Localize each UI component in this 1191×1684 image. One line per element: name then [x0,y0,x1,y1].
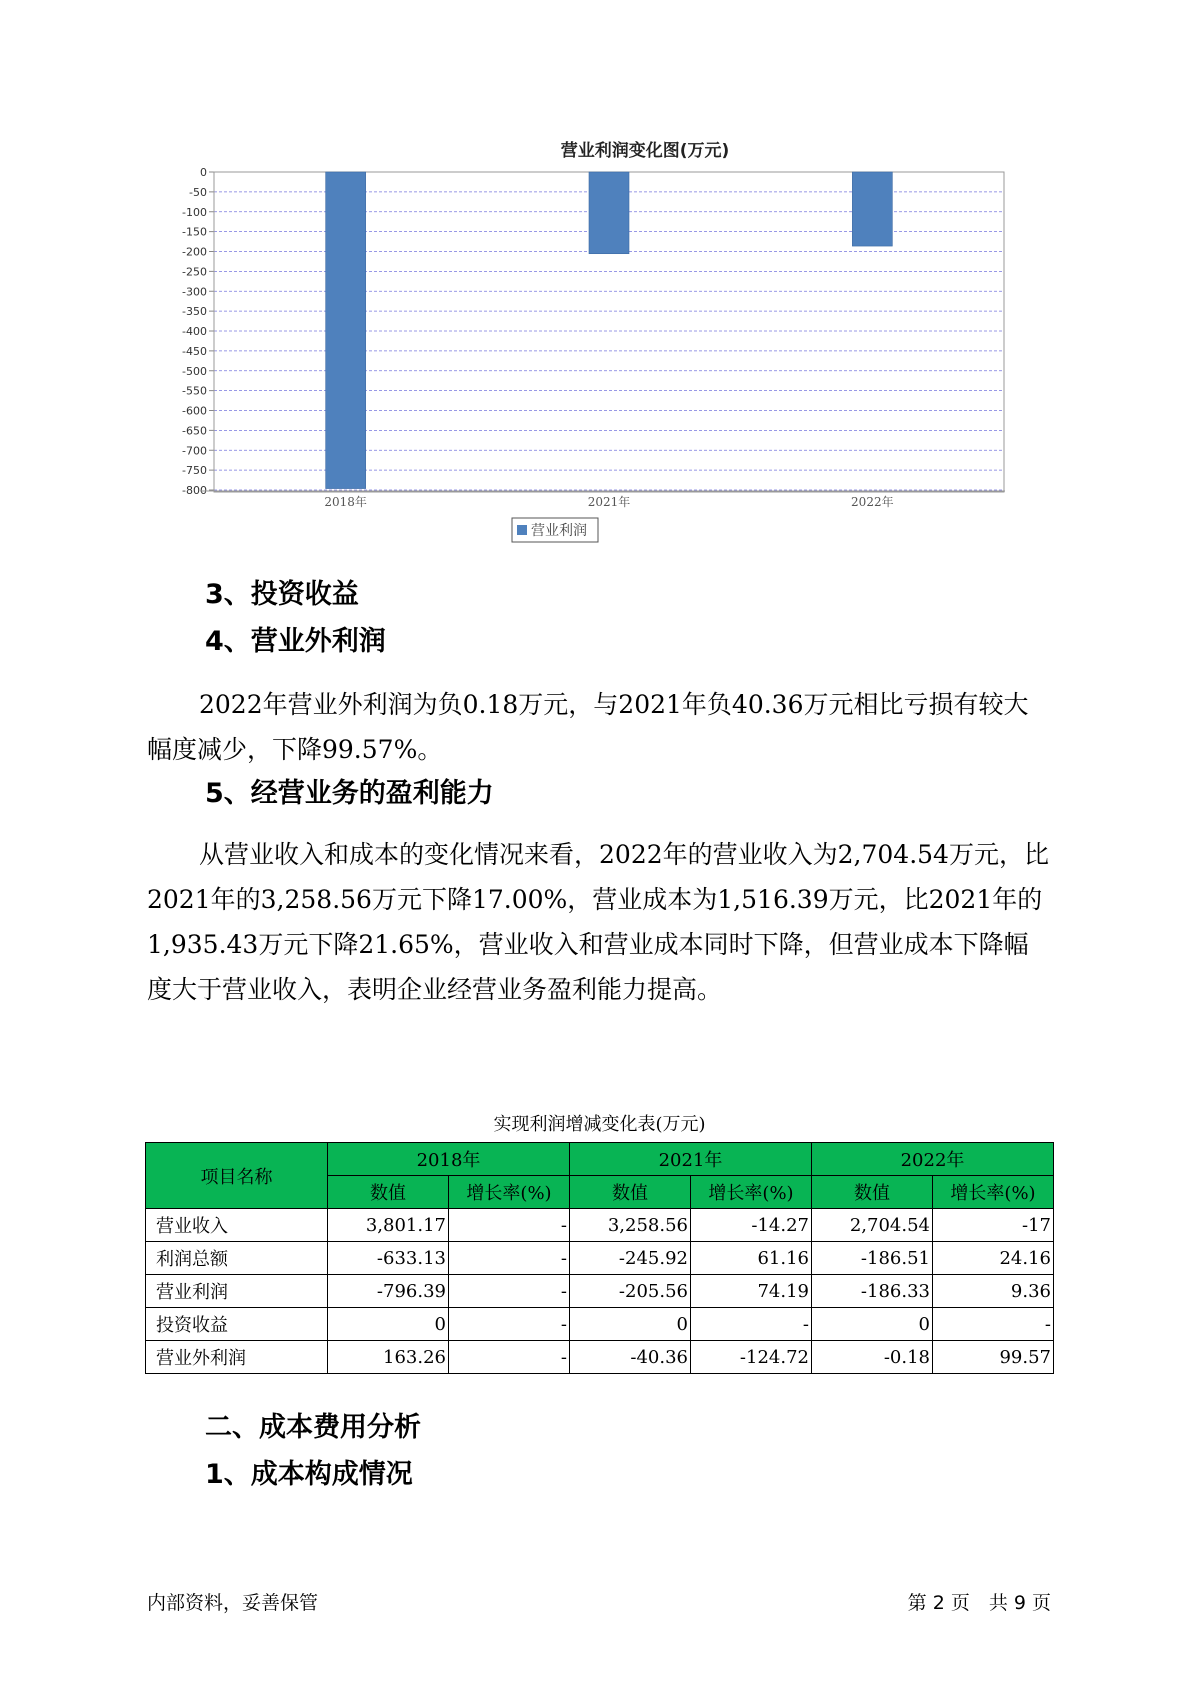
x-tick-label: 2018年 [324,495,367,509]
y-tick-label: -700 [182,444,207,458]
cell: -17 [933,1209,1054,1242]
cell: 2,704.54 [812,1209,933,1242]
cell: -186.33 [812,1275,933,1308]
cell: 9.36 [933,1275,1054,1308]
heading-investment-income: 3、投资收益 [205,579,359,610]
cell: 3,258.56 [570,1209,691,1242]
row-name: 营业收入 [146,1209,328,1242]
cell: 74.19 [691,1275,812,1308]
cell: 0 [812,1308,933,1341]
cell: -0.18 [812,1341,933,1374]
table-row [146,1209,1054,1242]
cell: 3,801.17 [328,1209,449,1242]
footer-confidential: 内部资料，妥善保管 [147,1592,319,1614]
chart-legend [512,518,598,542]
y-tick-label: -300 [182,285,207,299]
y-tick-label: -600 [182,404,207,418]
table-caption: 实现利润增减变化表(万元) [493,1114,706,1135]
cell: 0 [570,1308,691,1341]
operating-profit-chart [150,140,1030,600]
cell: - [449,1275,570,1308]
header-value: 数值 [328,1176,449,1209]
table-row [146,1341,1054,1374]
y-tick-label: -650 [182,424,207,438]
cell: 99.57 [933,1341,1054,1374]
paragraph-profitability [147,832,1052,1012]
header-value: 数值 [570,1176,691,1209]
cell: - [449,1242,570,1275]
cell: 24.16 [933,1242,1054,1275]
y-tick-label: -500 [182,364,207,378]
cell: - [933,1308,1054,1341]
y-tick-label: -100 [182,205,207,219]
y-tick-label: -450 [182,344,207,358]
table-row [146,1275,1054,1308]
cell: -796.39 [328,1275,449,1308]
cell: -186.51 [812,1242,933,1275]
y-tick-label: -350 [182,305,207,319]
x-tick-label: 2022年 [851,495,894,509]
cell: - [691,1308,812,1341]
cell: - [449,1341,570,1374]
footer-page-number: 第 2 页 共 9 页 [907,1592,1051,1614]
heading-profitability: 5、经营业务的盈利能力 [205,778,494,809]
cell: -14.27 [691,1209,812,1242]
header-growth: 增长率(%) [691,1176,812,1209]
y-tick-label: -550 [182,384,207,398]
cell: 163.26 [328,1341,449,1374]
cell: -40.36 [570,1341,691,1374]
cell: -205.56 [570,1275,691,1308]
cell: - [449,1308,570,1341]
chart-title: 营业利润变化图(万元) [560,141,730,161]
header-year: 2021年 [570,1143,812,1176]
row-name: 投资收益 [146,1308,328,1341]
cell: - [449,1209,570,1242]
table-row [146,1242,1054,1275]
bar-0 [326,172,366,489]
header-item-name: 项目名称 [146,1143,328,1209]
row-name: 营业利润 [146,1275,328,1308]
header-growth: 增长率(%) [933,1176,1054,1209]
row-name: 营业外利润 [146,1341,328,1374]
header-value: 数值 [812,1176,933,1209]
header-growth: 增长率(%) [449,1176,570,1209]
cell: 0 [328,1308,449,1341]
legend-swatch [517,525,527,535]
header-year: 2018年 [328,1143,570,1176]
cell: -633.13 [328,1242,449,1275]
paragraph-text: 2022年营业外利润为负0.18万元，与2021年负40.36万元相比亏损有较大幅度减少，下降99.57%。 [147,690,1029,764]
paragraph-non-operating-profit [147,682,1052,772]
header-year: 2022年 [812,1143,1054,1176]
cell: -124.72 [691,1341,812,1374]
x-tick-label: 2021年 [587,495,631,509]
legend-label: 营业利润 [531,523,587,539]
heading-non-operating-profit: 4、营业外利润 [205,626,386,657]
y-tick-label: -50 [189,185,207,199]
table-row [146,1308,1054,1341]
heading-cost-analysis: 二、成本费用分析 [205,1412,421,1443]
paragraph-text: 从营业收入和成本的变化情况来看，2022年的营业收入为2,704.54万元，比2021年的3,258.56万元下降17.00%，营业成本为1,516.39万元，比2021年的1,935.43万元下降21.65%，营业收入和营业成本同时下降，但营业成本下降幅度大于营业收入，表明企业经营业务盈利能力提高。 [147,840,1049,1004]
bar-2 [852,172,892,246]
profit-change-table [145,1142,1054,1374]
y-tick-label: 0 [200,166,207,179]
y-tick-label: -400 [182,325,207,338]
y-tick-label: -750 [182,464,207,478]
y-tick-label: -250 [182,265,207,279]
cell: -245.92 [570,1242,691,1275]
bar-1 [589,172,629,254]
cell: 61.16 [691,1242,812,1275]
y-tick-label: -200 [182,245,207,259]
y-tick-label: -150 [182,225,207,239]
heading-cost-composition: 1、成本构成情况 [205,1459,413,1490]
row-name: 利润总额 [146,1242,328,1275]
y-tick-label: -800 [182,484,207,497]
